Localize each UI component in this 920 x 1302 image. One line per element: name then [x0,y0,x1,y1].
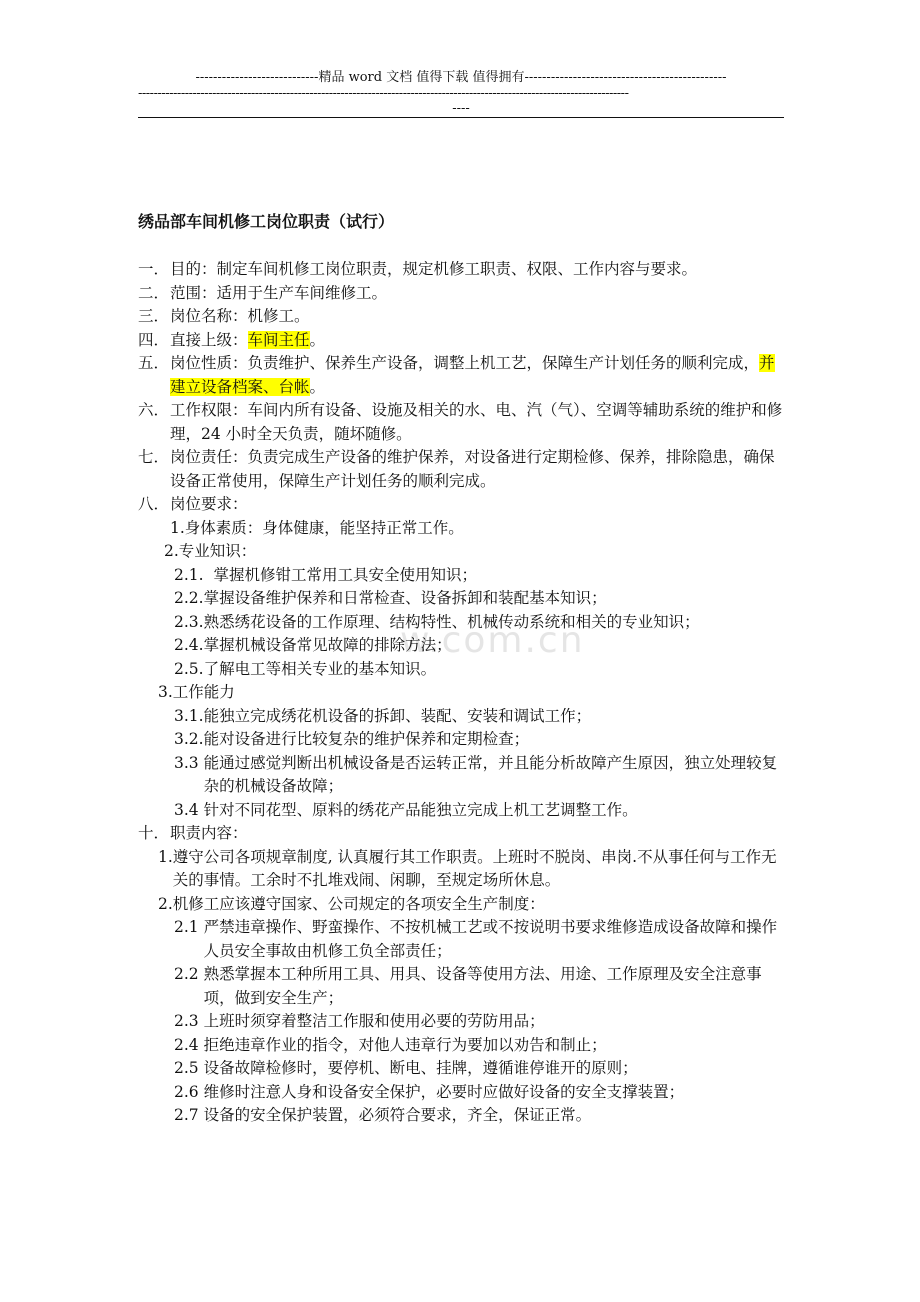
header-rule [138,117,784,118]
section-item [138,446,784,493]
item-number: 2.6 [174,1082,204,1101]
item-number: 1. [170,518,185,537]
item-number: 2. [164,542,179,560]
requirement-item [138,517,784,541]
item-text: 能通过感觉判断出机械设备是否运转正常，并且能分析故障产生原因，独立处理较复杂的机械设备故障； [203,753,778,795]
requirement-item [138,587,784,611]
requirement-item [138,752,784,799]
item-text: 针对不同花型、原料的绣花产品能独立完成上机工艺调整工作。 [203,800,638,819]
section-item [138,305,784,329]
item-text: 机修工应该遵守国家、公司规定的各项安全生产制度： [172,894,545,913]
section-item [138,329,784,353]
section-text: 目的：制定车间机修工岗位职责，规定机修工职责、权限、工作内容与要求。 [170,260,698,278]
item-text: 身体素质：身体健康，能坚持正常工作。 [184,518,464,537]
item-number: 3.1. [174,706,204,725]
item-text: 设备的安全保护装置，必须符合要求，齐全，保证正常。 [203,1106,592,1124]
item-number: 2.5 [174,1059,204,1077]
item-number: 2.3 [174,1012,204,1030]
item-text: 遵守公司各项规章制度, 认真履行其工作职责。上班时不脱岗、串岗.不从事任何与工作无关的事情。工余时不扎堆戏闹、闲聊，至规定场所休息。 [172,847,777,889]
section-text: 工作权限：车间内所有设备、设施及相关的水、电、汽（气）、空调等辅助系统的维护和修理，24 小时全天负责，随坏随修。 [170,401,783,443]
item-number: 2.1. [174,565,214,584]
item-text: 能对设备进行比较复杂的维护保养和定期检查； [203,730,530,748]
item-text: 掌握机修钳工常用工具安全使用知识； [213,565,477,584]
section-number: 二． [138,283,170,302]
item-text: 了解电工等相关专业的基本知识。 [203,659,437,678]
item-number: 3.4 [174,800,204,819]
section-item [138,258,784,282]
requirement-item [138,540,784,564]
section-text: 岗位要求： [170,495,248,513]
highlighted-text: 车间主任 [247,330,310,349]
requirement-item [138,634,784,658]
requirement-item [138,799,784,823]
section-text: 范围：适用于生产车间维修工。 [170,283,388,302]
item-text: 维修时注意人身和设备安全保护，必要时应做好设备的安全支撑装置； [203,1082,685,1101]
item-text: 严禁违章操作、野蛮操作、不按机械工艺或不按说明书要求维修造成设备故障和操作人员安全事故由机修工负全部责任； [203,918,778,960]
duty-item [138,1057,784,1081]
requirement-item [138,611,784,635]
section-text: 岗位责任：负责完成生产设备的维护保养，对设备进行定期检修、保养，排除隐患，确保设备正常使用，保障生产计划任务的顺利完成。 [170,448,775,490]
section-item [138,822,784,846]
section-item [138,282,784,306]
item-number: 2.4 [174,1035,204,1054]
requirement-item [138,681,784,705]
item-text: 工作能力 [172,683,235,701]
item-number: 3. [158,683,173,701]
requirement-item [138,658,784,682]
item-number: 2. [158,894,173,913]
item-text: 掌握设备维护保养和日常检查、设备拆卸和装配基本知识； [203,589,607,607]
section-text: 直接上级：车间主任。 [170,330,326,349]
item-text: 设备故障检修时，要停机、断电、挂牌，遵循谁停谁开的原则； [203,1059,638,1077]
duty-item [138,1034,784,1058]
duty-item [138,916,784,963]
document-title: 绣品部车间机修工岗位职责（试行） [138,212,395,231]
item-text: 掌握机械设备常见故障的排除方法； [203,636,452,654]
document-body [138,258,784,1128]
duty-item [138,846,784,893]
item-number: 2.3. [174,612,204,631]
section-text: 岗位名称：机修工。 [170,307,310,325]
item-text: 能独立完成绣花机设备的拆卸、装配、安装和调试工作； [203,706,592,725]
duty-item [138,963,784,1010]
section-number: 五． [138,354,170,372]
duty-item [138,893,784,917]
header-dash-line: ------------------------------------------------------------------------------------------------------------------------------ [138,86,629,101]
item-number: 2.2. [174,589,204,607]
item-text: 上班时须穿着整洁工作服和使用必要的劳防用品； [203,1012,545,1030]
item-number: 2.7 [174,1106,204,1124]
item-number: 1. [158,847,173,866]
duty-item [138,1104,784,1128]
section-number: 一． [138,260,170,278]
section-text: 职责内容： [170,824,248,842]
item-text: 熟悉绣花设备的工作原理、结构特性、机械传动系统和相关的专业知识； [203,612,700,631]
section-text: 岗位性质：负责维护、保养生产设备，调整上机工艺，保障生产计划任务的顺利完成，并建立设备档案、台帐。 [170,354,775,396]
watermark: w.com.cn [400,620,585,661]
section-number: 十． [138,824,170,842]
item-number: 3.3 [174,753,204,772]
section-number: 六． [138,401,170,419]
item-text: 熟悉掌握本工种所用工具、用具、设备等使用方法、用途、工作原理及安全注意事项，做到安全生产； [203,965,762,1007]
requirement-item [138,564,784,588]
section-item [138,493,784,517]
section-number: 四． [138,330,170,349]
item-number: 2.4. [174,636,204,654]
highlighted-text: 并建立设备档案、台帐 [170,354,775,396]
item-number: 2.2 [174,965,204,983]
item-text: 拒绝违章作业的指令，对他人违章行为要加以劝告和制止； [203,1035,607,1054]
duty-item [138,1010,784,1034]
header-banner: ----------------------------精品 word 文档 值得下载 值得拥有---------------------------------------------- [195,70,727,85]
requirement-item [138,705,784,729]
item-number: 3.2. [174,730,204,748]
section-number: 八． [138,495,170,513]
section-number: 三． [138,307,170,325]
section-item [138,399,784,446]
duty-item [138,1081,784,1105]
item-text: 专业知识： [178,542,257,560]
header-dash-tail: ---- [452,101,470,116]
item-number: 2.5. [174,659,204,678]
section-number: 七． [138,448,170,466]
item-number: 2.1 [174,918,204,936]
section-item [138,352,784,399]
requirement-item [138,728,784,752]
